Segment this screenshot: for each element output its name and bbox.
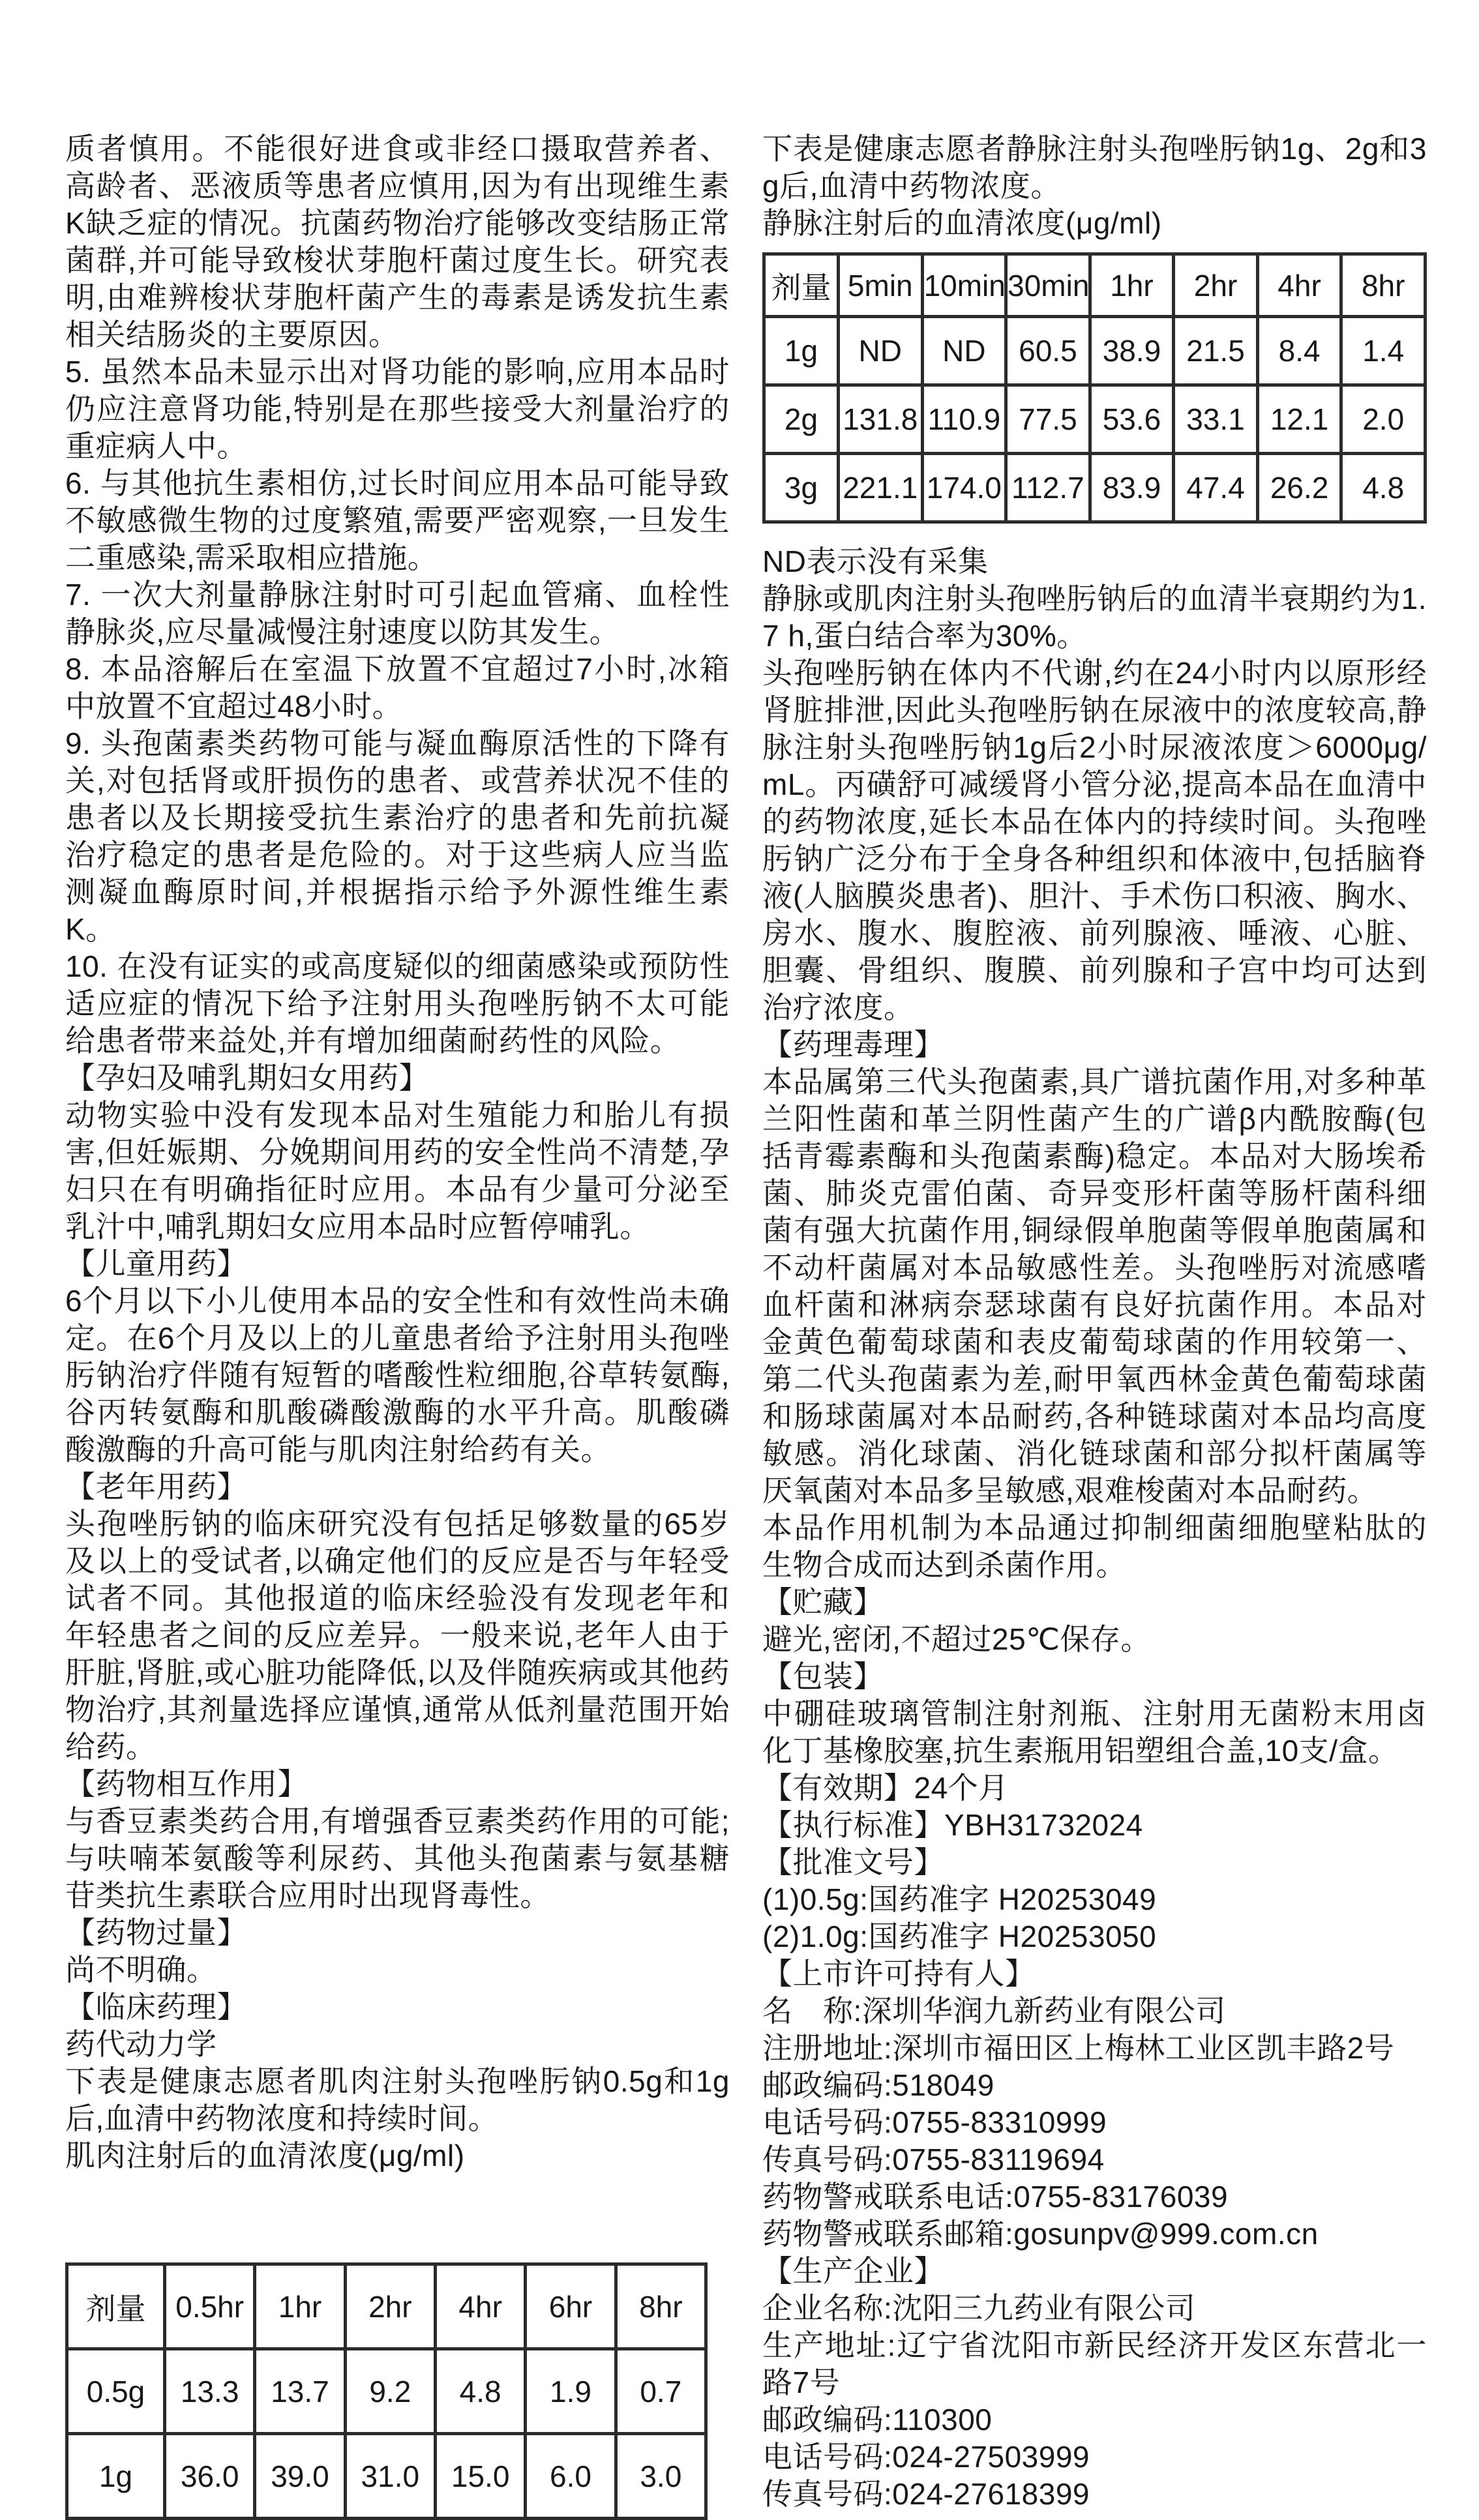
paragraph-approval-number-2: (2)1.0g:国药准字 H20253050 (762, 1920, 1157, 1953)
precaution-item-7: 7. 一次大剂量静脉注射时可引起血管痛、血栓性静脉炎,应尽量减慢注射速度以防其发生。 (65, 578, 730, 649)
paragraph-im-table-title: 肌肉注射后的血清浓度(μg/ml) (65, 2139, 465, 2172)
table-cell: 0.7 (616, 2349, 706, 2434)
table-cell: 剂量 (67, 2264, 165, 2349)
table-cell: 112.7 (1006, 454, 1090, 522)
paragraph-half-life: 静脉或肌肉注射头孢唑肟钠后的血清半衰期约为1.7 h,蛋白结合率为30%。 (762, 582, 1427, 653)
table-cell: 4.8 (1341, 454, 1426, 522)
section-header-pregnancy-lactation: 【孕妇及哺乳期妇女用药】 (65, 1061, 429, 1095)
table-cell: 30min (1006, 254, 1090, 317)
paragraph-pediatric-use: 6个月以下小儿使用本品的安全性和有效性尚未确定。在6个月及以上的儿童患者给予注射用头孢唑肟钠治疗伴随有短暂的嗜酸性粒细胞,谷草转氨酶,谷丙转氨酶和肌酸磷酸激酶的水平升高。肌酸磷酸激酶的升高可能与肌肉注射给药有关。 (65, 1284, 730, 1466)
table-cell: 13.3 (165, 2349, 255, 2434)
paragraph-manufacturer-postal-code: 邮政编码:110300 (762, 2403, 993, 2437)
table-cell: 2g (764, 385, 839, 454)
table-cell: 33.1 (1174, 385, 1258, 454)
paragraph-pharmacovigilance-email: 药物警戒联系邮箱:gosunpv@999.com.cn (762, 2217, 1319, 2251)
table-cell: 39.0 (255, 2434, 345, 2519)
table-cell: 8.4 (1257, 317, 1341, 385)
paragraph-manufacturer-fax: 传真号码:024-27618399 (762, 2477, 1090, 2511)
table-cell: 1g (764, 317, 839, 385)
table-cell: 15.0 (435, 2434, 525, 2519)
table-cell: 131.8 (839, 385, 923, 454)
table-cell: 26.2 (1257, 454, 1341, 522)
section-header-geriatric-use: 【老年用药】 (65, 1470, 247, 1504)
precaution-item-9: 9. 头孢菌素类药物可能与凝血酶原活性的下降有关,对包括肾或肝损伤的患者、或营养状况不佳的患者以及长期接受抗生素治疗的患者和先前抗凝治疗稳定的患者是危险的。对于这些病人应当监测凝血酶原时间,并根据指示给予外源性维生素K。 (65, 726, 730, 946)
paragraph-pharmacokinetics-label: 药代动力学 (65, 2027, 217, 2061)
paragraph-holder-registered-address: 注册地址:深圳市福田区上梅林工业区凯丰路2号 (762, 2031, 1395, 2065)
table-cell: 77.5 (1006, 385, 1090, 454)
table-cell: 21.5 (1174, 317, 1258, 385)
paragraph-holder-phone: 电话号码:0755-83310999 (762, 2105, 1107, 2139)
section-header-storage: 【贮藏】 (762, 1585, 884, 1619)
paragraph-execution-standard: 【执行标准】YBH31732024 (762, 1808, 1143, 1842)
table-cell: 47.4 (1174, 454, 1258, 522)
table-cell: ND (839, 317, 923, 385)
paragraph-nd-note: ND表示没有采集 (762, 544, 989, 578)
table-cell: 12.1 (1257, 385, 1341, 454)
table-cell: 4hr (1257, 254, 1341, 317)
table-cell: 6hr (526, 2264, 616, 2349)
paragraph-holder-name: 名 称:深圳华润九新药业有限公司 (762, 1994, 1226, 2028)
paragraph-pregnancy-lactation: 动物实验中没有发现本品对生殖能力和胎儿有损害,但妊娠期、分娩期间用药的安全性尚不清楚,孕妇只在有明确指征时应用。本品有少量可分泌至乳汁中,哺乳期妇女应用本品时应暂停哺乳。 (65, 1098, 730, 1243)
table-cell: 1.4 (1341, 317, 1426, 385)
table-cell: 6.0 (526, 2434, 616, 2519)
precaution-item-10: 10. 在没有证实的或高度疑似的细菌感染或预防性适应症的情况下给予注射用头孢唑肟钠不太可能给患者带来益处,并有增加细菌耐药性的风险。 (65, 949, 730, 1058)
table-cell: 174.0 (922, 454, 1006, 522)
paragraph-approval-number-1: (1)0.5g:国药准字 H20253049 (762, 1882, 1157, 1916)
section-header-overdose: 【药物过量】 (65, 1916, 247, 1949)
table-cell: 9.2 (345, 2349, 435, 2434)
paragraph-metabolism-distribution: 头孢唑肟钠在体内不代谢,约在24小时内以原形经肾脏排泄,因此头孢唑肟钠在尿液中的浓度较高,静脉注射头孢唑肟钠1g后2小时尿液浓度＞6000μg/mL。丙磺舒可减缓肾小管分泌,提高本品在血清中的药物浓度,延长本品在体内的持续时间。头孢唑肟钠广泛分布于全身各种组织和体液中,包括脑脊液(人脑膜炎患者)、胆汁、手术伤口积液、胸水、房水、腹水、腹腔液、前列腺液、唾液、心脏、胆囊、骨组织、腹膜、前列腺和子宫中均可达到治疗浓度。 (762, 656, 1427, 1024)
paragraph-manufacturer-address: 生产地址:辽宁省沈阳市新民经济开发区东营北一路7号 (762, 2328, 1427, 2399)
table-cell: 1hr (1090, 254, 1174, 317)
paragraph-packaging: 中硼硅玻璃管制注射剂瓶、注射用无菌粉末用卤化丁基橡胶塞,抗生素瓶用铝塑组合盖,10支/盒。 (762, 1697, 1427, 1768)
table-row (764, 385, 1426, 454)
table-cell: 剂量 (764, 254, 839, 317)
section-header-packaging: 【包装】 (762, 1659, 884, 1693)
section-header-marketing-authorization-holder: 【上市许可持有人】 (762, 1957, 1036, 1991)
im-serum-concentration-table (65, 2262, 708, 2520)
table-cell: 8hr (1341, 254, 1426, 317)
paragraph-im-table-intro: 下表是健康志愿者肌肉注射头孢唑肟钠0.5g和1g后,血清中药物浓度和持续时间。 (65, 2064, 730, 2135)
table-cell: 2hr (1174, 254, 1258, 317)
table-cell: 0.5hr (165, 2264, 255, 2349)
table-header-row (764, 254, 1426, 317)
table-header-row (67, 2264, 706, 2349)
section-header-drug-interactions: 【药物相互作用】 (65, 1767, 308, 1801)
section-header-pediatric-use: 【儿童用药】 (65, 1247, 247, 1281)
paragraph-shelf-life: 【有效期】24个月 (762, 1771, 1009, 1805)
table-cell: ND (922, 317, 1006, 385)
right-column (762, 130, 1427, 2520)
precaution-item-5: 5. 虽然本品未显示出对肾功能的影响,应用本品时仍应注意肾功能,特别是在那些接受大剂量治疗的重症病人中。 (65, 355, 730, 463)
table-cell: 4.8 (435, 2349, 525, 2434)
table-row (764, 317, 1426, 385)
paragraph-overdose: 尚不明确。 (65, 1953, 217, 1987)
table-cell: 5min (839, 254, 923, 317)
table-cell: 60.5 (1006, 317, 1090, 385)
paragraph-storage: 避光,密闭,不超过25℃保存。 (762, 1622, 1151, 1656)
table-cell: 3.0 (616, 2434, 706, 2519)
table-cell: 0.5g (67, 2349, 165, 2434)
table-cell: 2.0 (1341, 385, 1426, 454)
precaution-item-8: 8. 本品溶解后在室温下放置不宜超过7小时,冰箱中放置不宜超过48小时。 (65, 652, 730, 723)
paragraph-iv-table-title: 静脉注射后的血清浓度(μg/ml) (762, 206, 1162, 240)
table-cell: 36.0 (165, 2434, 255, 2519)
table-cell: 10min (922, 254, 1006, 317)
section-header-clinical-pharmacology: 【临床药理】 (65, 1990, 247, 2024)
paragraph-geriatric-use: 头孢唑肟钠的临床研究没有包括足够数量的65岁及以上的受试者,以确定他们的反应是否与年轻受试者不同。其他报道的临床经验没有发现老年和年轻患者之间的反应差异。一般来说,老年人由于肝脏,肾脏,或心脏功能降低,以及伴随疾病或其他药物治疗,其剂量选择应谨慎,通常从低剂量范围开始给药。 (65, 1507, 730, 1764)
section-header-manufacturer: 【生产企业】 (762, 2254, 944, 2288)
paragraph-holder-postal-code: 邮政编码:518049 (762, 2068, 994, 2102)
table-cell: 2hr (345, 2264, 435, 2349)
section-header-pharmacology-toxicology: 【药理毒理】 (762, 1028, 944, 1061)
table-cell: 1hr (255, 2264, 345, 2349)
paragraph-holder-fax: 传真号码:0755-83119694 (762, 2142, 1105, 2176)
table-cell: 31.0 (345, 2434, 435, 2519)
table-row (67, 2434, 706, 2519)
table-cell: 8hr (616, 2264, 706, 2349)
paragraph-manufacturer-name: 企业名称:沈阳三九药业有限公司 (762, 2291, 1196, 2325)
paragraph-antibacterial-spectrum: 本品属第三代头孢菌素,具广谱抗菌作用,对多种革兰阳性菌和革兰阴性菌产生的广谱β内酰胺酶(包括青霉素酶和头孢菌素酶)稳定。本品对大肠埃希菌、肺炎克雷伯菌、奇异变形杆菌等肠杆菌科细菌有强大抗菌作用,铜绿假单胞菌等假单胞菌属和不动杆菌属对本品敏感性差。头孢唑肟对流感嗜血杆菌和淋病奈瑟球菌有良好抗菌作用。本品对金黄色葡萄球菌和表皮葡萄球菌的作用较第一、第二代头孢菌素为差,耐甲氧西林金黄色葡萄球菌和肠球菌属对本品耐药,各种链球菌对本品均高度敏感。消化球菌、消化链球菌和部分拟杆菌属等厌氧菌对本品多呈敏感,艰难梭菌对本品耐药。 (762, 1065, 1427, 1507)
table-cell: 4hr (435, 2264, 525, 2349)
table-cell: 3g (764, 454, 839, 522)
table-cell: 83.9 (1090, 454, 1174, 522)
table-cell: 221.1 (839, 454, 923, 522)
paragraph-mechanism-of-action: 本品作用机制为本品通过抑制细菌细胞壁粘肽的生物合成而达到杀菌作用。 (762, 1511, 1427, 1582)
paragraph-pharmacovigilance-phone: 药物警戒联系电话:0755-83176039 (762, 2180, 1229, 2214)
table-cell: 53.6 (1090, 385, 1174, 454)
table-row (67, 2349, 706, 2434)
table-cell: 1.9 (526, 2349, 616, 2434)
table-cell: 38.9 (1090, 317, 1174, 385)
section-header-approval-number: 【批准文号】 (762, 1845, 944, 1879)
table-cell: 1g (67, 2434, 165, 2519)
paragraph-drug-interactions: 与香豆素类药合用,有增强香豆素类药作用的可能;与呋喃苯氨酸等利尿药、其他头孢菌素与氨基糖苷类抗生素联合应用时出现肾毒性。 (65, 1804, 730, 1912)
paragraph-precautions-continued: 质者慎用。不能很好进食或非经口摄取营养者、高龄者、恶液质等患者应慎用,因为有出现维生素K缺乏症的情况。抗菌药物治疗能够改变结肠正常菌群,并可能导致梭状芽胞杆菌过度生长。研究表明,由难辨梭状芽胞杆菌产生的毒素是诱发抗生素相关结肠炎的主要原因。 (65, 132, 730, 351)
precaution-item-6: 6. 与其他抗生素相仿,过长时间应用本品可能导致不敏感微生物的过度繁殖,需要严密观察,一旦发生二重感染,需采取相应措施。 (65, 466, 730, 574)
left-column (65, 130, 730, 2520)
paragraph-manufacturer-phone: 电话号码:024-27503999 (762, 2440, 1090, 2474)
table-row (764, 454, 1426, 522)
table-cell: 110.9 (922, 385, 1006, 454)
iv-serum-concentration-table (762, 252, 1427, 524)
paragraph-iv-table-intro: 下表是健康志愿者静脉注射头孢唑肟钠1g、2g和3g后,血清中药物浓度。 (762, 132, 1427, 203)
table-cell: 13.7 (255, 2349, 345, 2434)
